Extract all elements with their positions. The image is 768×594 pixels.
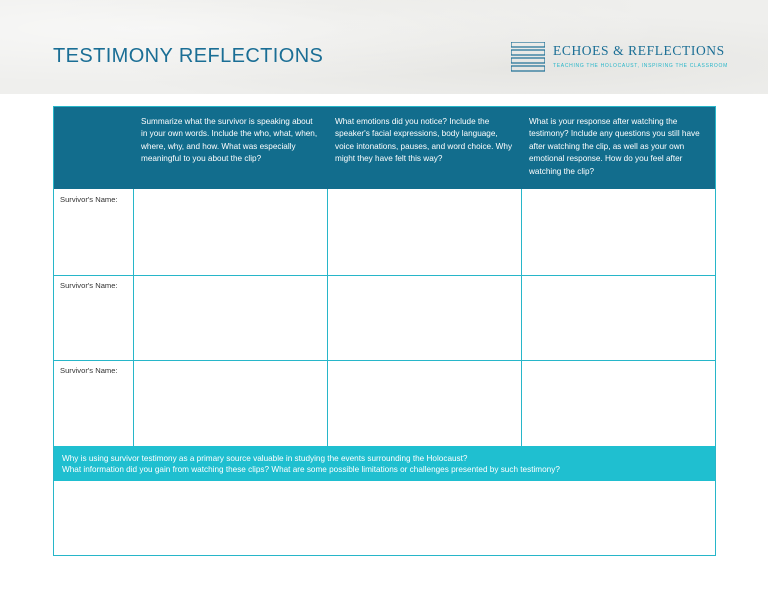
reflection-question-1: Why is using survivor testimony as a primary source valuable in studying the events surrounding the Holocaust? [62,454,468,463]
row-divider [54,360,715,361]
reflection-question-2: What information did you gain from watching these clips? What are some possible limitations or challenges presented by such testimony? [62,465,560,474]
reflection-answer-area[interactable] [54,481,715,555]
row-divider [54,275,715,276]
reflection-question-band [54,446,715,481]
header-cell-emotions: What emotions did you notice? Include the speaker's facial expressions, body language, voice intonations, pauses, and word choice. Why might they have felt this way? [335,117,513,164]
page-title: TESTIMONY REFLECTIONS [53,45,324,67]
header-cell-summarize: Summarize what the survivor is speaking about in your own words. Include the who, what, when, where, why, and how. What was especially meaningful to you about the clip? [141,117,318,164]
table-header-row [54,107,715,189]
survivor-name-label: Survivor's Name: [60,195,118,204]
reflection-table [53,106,716,556]
survivor-name-label: Survivor's Name: [60,366,118,375]
echoes-reflections-logo [511,42,728,74]
column-divider [133,189,134,446]
survivor-name-label: Survivor's Name: [60,281,118,290]
column-divider [327,189,328,446]
column-divider [521,189,522,446]
header-cell-response: What is your response after watching the testimony? Include any questions you still have after watching the clip, as well as your own emotional response. How do you feel after watching the clip? [529,117,700,176]
logo-stripes-icon [511,42,545,72]
logo-tagline: TEACHING THE HOLOCAUST, INSPIRING THE CLASSROOM [553,63,728,69]
logo-name: ECHOES & REFLECTIONS [553,43,725,58]
header-banner [0,0,768,94]
header-cell-blank [54,107,134,189]
